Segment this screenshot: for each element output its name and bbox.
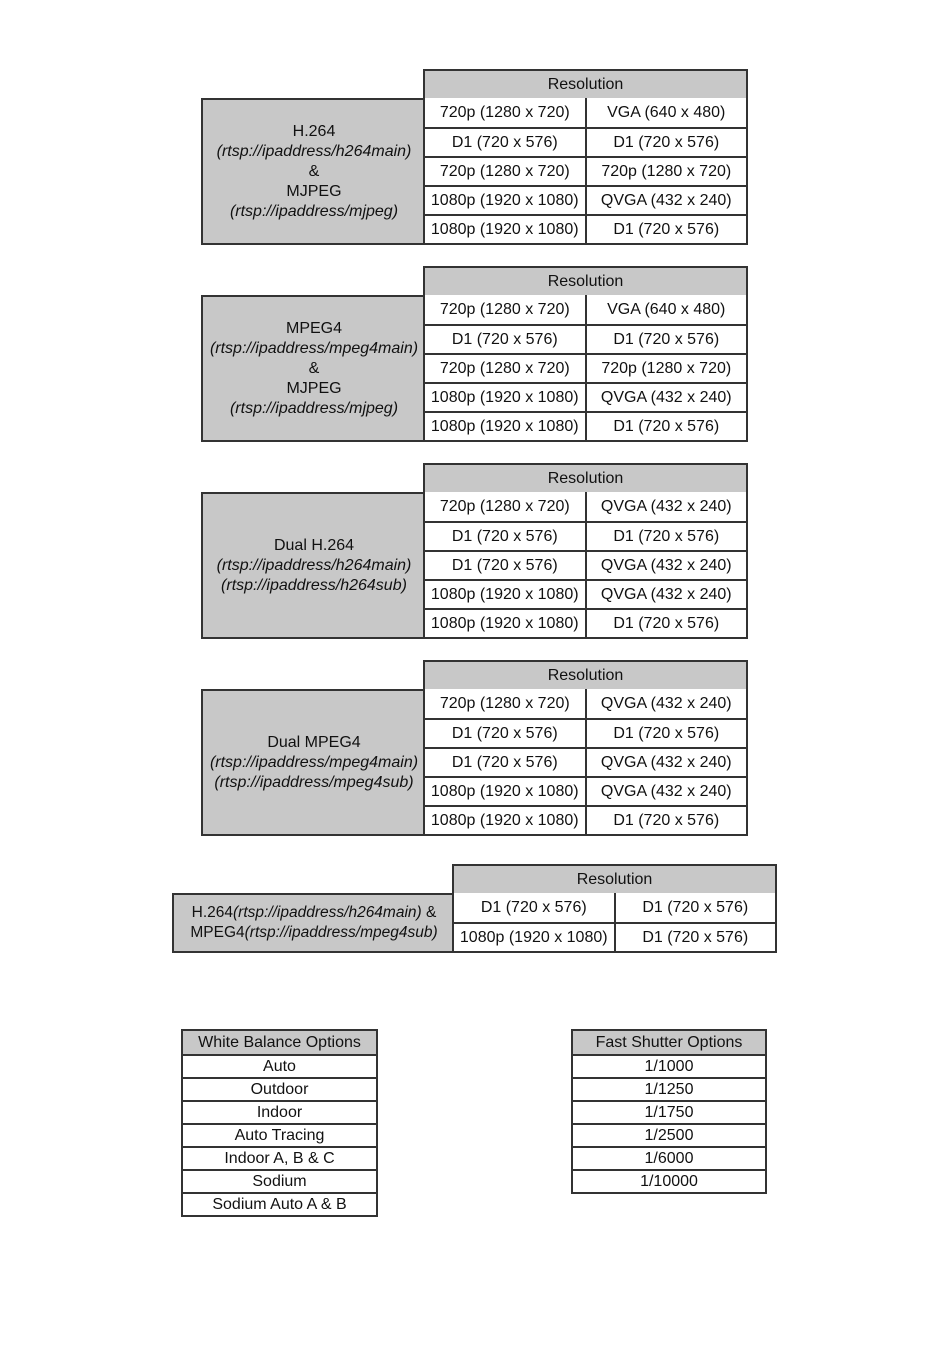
codec-line: MPEG4 — [285, 319, 342, 337]
resolution-cell: D1 (720 x 576) — [585, 413, 747, 440]
table-row — [425, 718, 746, 747]
resolution-cell: QVGA (432 x 240) — [585, 492, 747, 521]
resolution-cell: D1 (720 x 576) — [585, 610, 747, 637]
table-row — [425, 689, 746, 718]
codec-line: (rtsp://ipaddress/mjpeg) — [229, 202, 399, 220]
table-row — [454, 922, 775, 951]
resolution-grid — [423, 689, 748, 836]
option-value: 1/1000 — [572, 1055, 766, 1078]
resolution-cell: D1 (720 x 576) — [451, 724, 558, 742]
resolution-cell: 1080p (1920 x 1080) — [430, 782, 579, 800]
resolution-cell: D1 (720 x 576) — [614, 924, 776, 951]
resolution-cell: QVGA (432 x 240) — [585, 552, 747, 579]
list-item — [182, 1193, 377, 1216]
resolution-cell: 720p (1280 x 720) — [439, 497, 570, 515]
list-item — [182, 1055, 377, 1078]
combo-line1-plain: H.264 — [191, 904, 234, 921]
codec-line: (rtsp://ipaddress/h264sub) — [221, 576, 407, 594]
codec-line: (rtsp://ipaddress/mjpeg) — [229, 399, 399, 417]
table-row — [425, 805, 746, 834]
table-row — [454, 893, 775, 922]
resolution-grid — [423, 98, 748, 245]
resolution-cell: 1080p (1920 x 1080) — [430, 220, 579, 238]
codec-lines — [217, 536, 412, 596]
fast-shutter-table — [571, 1029, 767, 1194]
resolution-cell: D1 (720 x 576) — [451, 556, 558, 574]
combo-line2-url: (rtsp://ipaddress/mpeg4sub) — [244, 924, 438, 941]
option-value: 1/1250 — [572, 1078, 766, 1101]
option-value: 1/2500 — [572, 1124, 766, 1147]
table-row — [425, 156, 746, 185]
option-value: 1/10000 — [572, 1170, 766, 1193]
resolution-cell: 720p (1280 x 720) — [439, 694, 570, 712]
table-row — [425, 411, 746, 440]
resolution-header: Resolution — [423, 69, 748, 100]
resolution-cell: D1 (720 x 576) — [585, 326, 747, 353]
resolution-cell: 720p (1280 x 720) — [585, 355, 747, 382]
resolution-cell: 720p (1280 x 720) — [439, 359, 570, 377]
table-row — [425, 353, 746, 382]
resolution-cell: 1080p (1920 x 1080) — [430, 811, 579, 829]
table-row — [425, 382, 746, 411]
option-value: 1/6000 — [572, 1147, 766, 1170]
codec-line: & — [308, 359, 320, 377]
resolution-cell: QVGA (432 x 240) — [585, 778, 747, 805]
resolution-header: Resolution — [423, 463, 748, 494]
table-row — [425, 776, 746, 805]
list-item — [182, 1101, 377, 1124]
codec-line: (rtsp://ipaddress/h264main) — [216, 142, 412, 160]
option-value: Sodium Auto A & B — [182, 1193, 377, 1216]
option-value: Outdoor — [182, 1078, 377, 1101]
resolution-cell: 720p (1280 x 720) — [439, 300, 570, 318]
codec-line: & — [308, 162, 320, 180]
resolution-cell: D1 (720 x 576) — [585, 720, 747, 747]
resolution-cell: D1 (720 x 576) — [585, 523, 747, 550]
codec-cell — [201, 492, 425, 639]
codec-lines — [210, 319, 418, 419]
table-row — [425, 608, 746, 637]
resolution-grid — [423, 492, 748, 639]
option-value: Auto Tracing — [182, 1124, 377, 1147]
table-row — [425, 579, 746, 608]
table-row — [425, 98, 746, 127]
list-item — [572, 1147, 766, 1170]
list-item — [572, 1078, 766, 1101]
resolution-cell: D1 (720 x 576) — [585, 216, 747, 243]
option-value: Auto — [182, 1055, 377, 1078]
resolution-grid — [423, 295, 748, 442]
option-value: Indoor A, B & C — [182, 1147, 377, 1170]
resolution-cell: 1080p (1920 x 1080) — [430, 417, 579, 435]
codec-cell — [201, 98, 425, 245]
resolution-header: Resolution — [452, 864, 777, 895]
codec-cell — [201, 295, 425, 442]
resolution-cell: QVGA (432 x 240) — [585, 581, 747, 608]
resolution-cell: 1080p (1920 x 1080) — [459, 928, 608, 946]
list-item — [182, 1078, 377, 1101]
table-row — [425, 492, 746, 521]
list-item — [572, 1055, 766, 1078]
codec-line: (rtsp://ipaddress/mpeg4main) — [209, 753, 419, 771]
table-row — [425, 185, 746, 214]
white-balance-header: White Balance Options — [182, 1030, 377, 1055]
codec-line: H.264 — [292, 122, 336, 140]
table-row — [425, 550, 746, 579]
option-value: 1/1750 — [572, 1101, 766, 1124]
fast-shutter-header: Fast Shutter Options — [572, 1030, 766, 1055]
resolution-cell: VGA (640 x 480) — [585, 98, 747, 127]
list-item — [572, 1124, 766, 1147]
resolution-cell: 1080p (1920 x 1080) — [430, 585, 579, 603]
resolution-cell: 720p (1280 x 720) — [439, 162, 570, 180]
combo-line1-suffix: & — [421, 904, 437, 921]
codec-cell — [201, 689, 425, 836]
resolution-cell: QVGA (432 x 240) — [585, 187, 747, 214]
resolution-cell: D1 (720 x 576) — [451, 753, 558, 771]
list-item — [572, 1101, 766, 1124]
resolution-cell: D1 (720 x 576) — [451, 527, 558, 545]
table-row — [425, 295, 746, 324]
resolution-cell: 720p (1280 x 720) — [439, 103, 570, 121]
codec-line: (rtsp://ipaddress/mpeg4sub) — [214, 773, 414, 791]
codec-line: MJPEG — [286, 379, 342, 397]
resolution-cell: VGA (640 x 480) — [585, 295, 747, 324]
resolution-header: Resolution — [423, 266, 748, 297]
resolution-grid — [452, 893, 777, 953]
resolution-cell: D1 (720 x 576) — [480, 898, 587, 916]
resolution-cell: D1 (720 x 576) — [585, 807, 747, 834]
resolution-cell: 720p (1280 x 720) — [585, 158, 747, 185]
codec-lines — [217, 122, 412, 222]
table-row — [425, 324, 746, 353]
resolution-cell: D1 (720 x 576) — [451, 330, 558, 348]
list-item — [182, 1147, 377, 1170]
resolution-header: Resolution — [423, 660, 748, 691]
list-item — [572, 1170, 766, 1193]
codec-lines — [210, 733, 418, 793]
codec-line: Dual H.264 — [273, 536, 355, 554]
codec-line: (rtsp://ipaddress/h264main) — [216, 556, 412, 574]
table-row — [425, 521, 746, 550]
resolution-cell: 1080p (1920 x 1080) — [430, 388, 579, 406]
resolution-cell: 1080p (1920 x 1080) — [430, 614, 579, 632]
resolution-cell: QVGA (432 x 240) — [585, 384, 747, 411]
option-value: Indoor — [182, 1101, 377, 1124]
resolution-cell: QVGA (432 x 240) — [585, 689, 747, 718]
codec-line: (rtsp://ipaddress/mpeg4main) — [209, 339, 419, 357]
table-row — [425, 214, 746, 243]
combo-line1-url: (rtsp://ipaddress/h264main) — [233, 904, 422, 921]
resolution-cell: 1080p (1920 x 1080) — [430, 191, 579, 209]
list-item — [182, 1170, 377, 1193]
resolution-cell: D1 (720 x 576) — [614, 893, 776, 922]
resolution-cell: D1 (720 x 576) — [451, 133, 558, 151]
table-row — [425, 747, 746, 776]
resolution-cell: D1 (720 x 576) — [585, 129, 747, 156]
codec-line: MJPEG — [286, 182, 342, 200]
list-item — [182, 1124, 377, 1147]
codec-cell — [172, 893, 454, 953]
resolution-cell: QVGA (432 x 240) — [585, 749, 747, 776]
combo-line2-plain: MPEG4 — [190, 924, 245, 941]
option-value: Sodium — [182, 1170, 377, 1193]
codec-line: Dual MPEG4 — [267, 733, 361, 751]
white-balance-table — [181, 1029, 378, 1217]
table-row — [425, 127, 746, 156]
